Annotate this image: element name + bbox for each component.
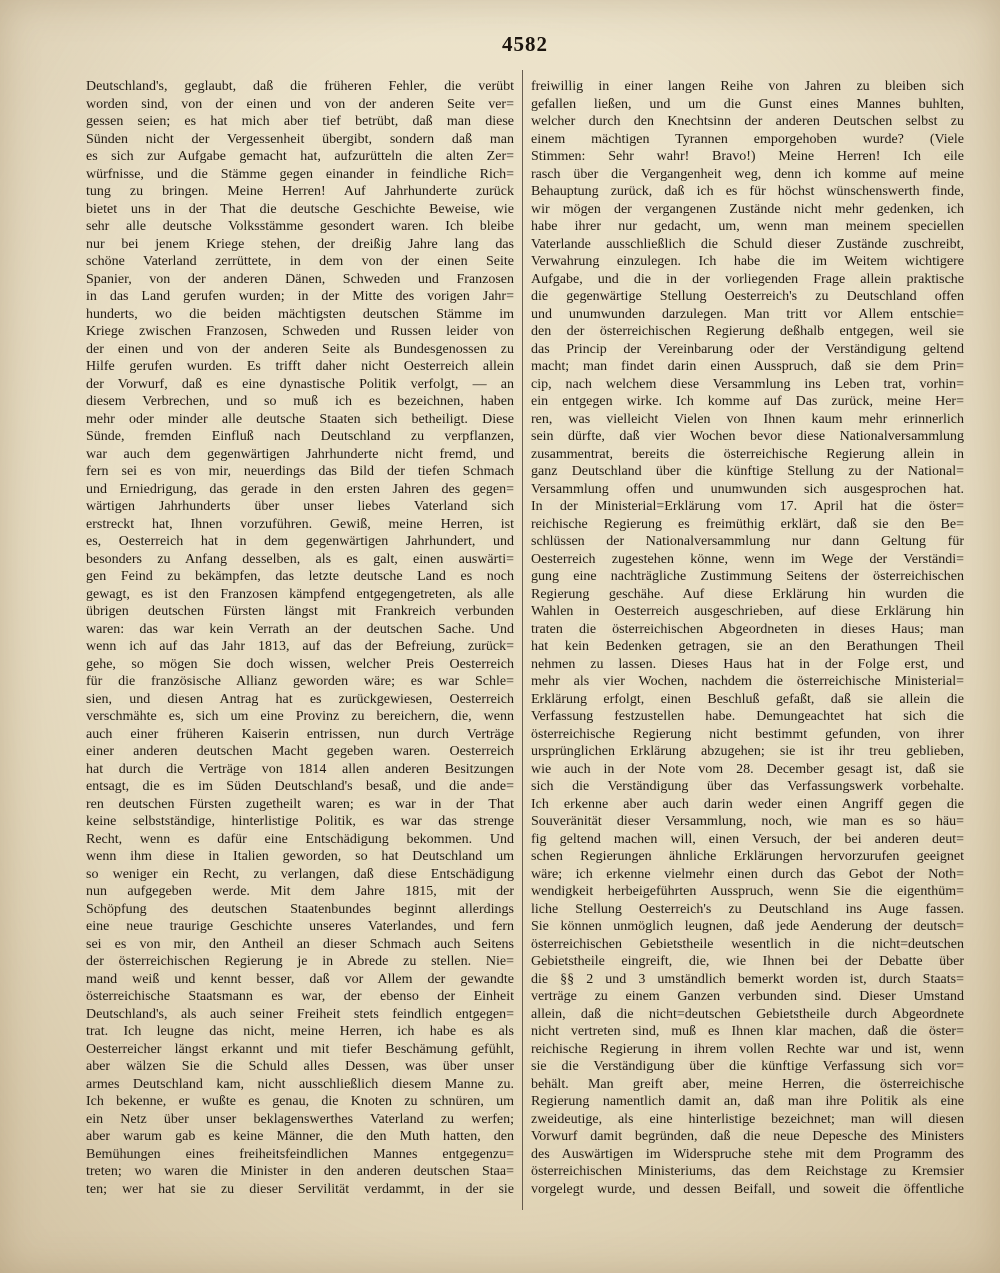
text-line: trat. Ich leugne das nicht, meine Herren, ich habe es als [86,1024,514,1039]
text-line: entsagt, die es im Süden Deutschland's besaß, und die ande= [86,779,514,794]
text-line: bietet uns in der That die deutsche Geschichte Beweise, wie [86,201,514,217]
right-column [531,78,964,1203]
text-line: fern sei es von mir, neuerdings das Bild der tiefen Schmach [86,464,514,479]
text-line: gung eine nachträgliche Zustimmung Seitens der österreichischen [531,569,964,584]
text-line: welcher durch den Knechtsinn der anderen Deutschen selbst zu [531,114,964,129]
text-line: die gegenwärtige Stellung Oesterreich's zu Deutschland offen [531,289,964,304]
text-line: sien, und diesen Antrag hat es zurückgewiesen, Oesterreich [86,691,514,707]
text-line: gehe, so mögen Sie doch wissen, welcher Preis Oesterreich [86,656,514,672]
text-line: würfnisse, und die Stämme gegen einander in feindliche Rich= [86,166,514,182]
text-line: die §§ 2 und 3 umständlich bemerkt worden ist, durch Staats= [531,971,964,987]
text-line: hunderts, wo die beiden mächtigsten deutschen Stämme im [86,306,514,322]
text-line: Verwahrung einzulegen. Ich habe die im Weitem wichtigere [531,254,964,269]
column-divider [522,70,523,1210]
text-line: verträge zu einem Ganzen verbunden sind. Dieser Umstand [531,989,964,1004]
text-line: gefallen ließen, und um die Gunst eines Mannes buhlten, [531,96,964,112]
text-line: der Vorwurf, daß es eine dynastische Politik verfolgt, — an [86,376,514,392]
text-line: gessen seien; es hat mich aber tief betrübt, daß man diese [86,114,514,129]
text-line: das Princip der Vereinbarung oder der Verständigung geltend [531,341,964,357]
text-line: Wahlen in Oesterreich ausgeschrieben, auf diese Erklärung hin [531,604,964,619]
text-line: und Erniedrigung, das gerade in den ersten Jahren des gegen= [86,481,514,497]
text-line: wir mögen der vergangenen Zustände nicht mehr gedenken, ich [531,201,964,217]
text-line: des Auswärtigen im Widerspruche stehe mit dem Programm des [531,1146,964,1162]
text-line: Aufgabe, und die in der vorliegenden Frage allein praktische [531,271,964,287]
text-line: verschmähte es, sich um eine Provinz zu bereichern, die, wenn [86,709,514,724]
text-line: Souveränität dieser Versammlung, noch, wie man es so häu= [531,814,964,829]
text-line: treten; wo waren die Minister in den anderen deutschen Staa= [86,1164,514,1179]
text-line: Sünden nicht der Vergessenheit übergibt, sondern daß man [86,131,514,147]
text-line: habe ihrer nur gedacht, um, wenn man meinem speciellen [531,219,964,234]
text-line: cip, nach welchem diese Versammlung ins Leben trat, vorhin= [531,376,964,392]
text-line: wendigkeit herbeigeführten Ausspruch, wenn Sie die eigenthüm= [531,884,964,899]
text-line: in das Land gerufen wurden; in der Mitte des vorigen Jahr= [86,289,514,304]
text-line: österreichischen Ministeriums, das dem Reichstage zu Kremsier [531,1164,964,1179]
page-number: 4582 [502,32,548,56]
text-line: freiwillig in einer langen Reihe von Jahren zu bleiben sich [531,79,964,94]
text-line: wie auch in der Note vom 28. December gesagt ist, daß sie [531,761,964,777]
text-line: macht; man findet darin einen Ausspruch, daß sie dem Prin= [531,359,964,374]
text-line: Versammlung offen und unumwunden sich ausgesprochen hat. [531,481,964,497]
text-line: gen Feind zu bekämpfen, das letzte deutsche Land es noch [86,569,514,584]
text-line: besonders zu Anfang desselben, als es galt, einen auswärti= [86,551,514,567]
text-line: zweideutige, als eine hinterlistige bezeichnet; man will diesen [531,1111,964,1127]
text-line: übrigen deutschen Fürsten längst mit Frankreich verbunden [86,604,514,619]
text-line: Hilfe gerufen wurden. Es trifft daher nicht Oesterreich allein [86,359,514,374]
text-line: sie die Verständigung über die künftige Verfassung sich vor= [531,1059,964,1074]
text-line: eine neue traurige Geschichte unseres Vaterlandes, und fern [86,919,514,934]
text-line: Ich erkenne aber auch darin weder einen Angriff gegen die [531,796,964,812]
text-line: der einen und von der anderen Seite als Bundesgenossen zu [86,341,514,357]
text-line: Regierung namentlich damit an, daß man ihre Politik als eine [531,1094,964,1109]
text-line: Vorwurf damit begründen, daß die neue Depesche des Ministers [531,1129,964,1144]
text-line: wenn ich auf das Jahr 1813, auf das der Befreiung, zurück= [86,639,514,654]
text-line: nehmen zu lassen. Dieses Haus hat in der Folge erst, und [531,656,964,672]
text-line: ein Netz über unser beklagenswerthes Vaterland zu werfen; [86,1111,514,1127]
text-line: keine selbstständige, hinterlistige Politik, es war das strenge [86,814,514,829]
text-line: und unumwunden darzulegen. Man tritt vor Allem entschie= [531,306,964,322]
text-line: hat durch die Verträge von 1814 allen anderen Besitzungen [86,761,514,777]
text-line: es sich zur Aufgabe gemacht hat, aufzurütteln die alten Zer= [86,149,514,164]
text-line: gewagt, es ist den Franzosen kämpfend entgegengetreten, als alle [86,586,514,602]
text-line: diesem Verbrechen, und so muß ich es bezeichnen, haben [86,394,514,409]
text-line: Vaterlande ausschließlich die Schuld dieser Zustände zuschreibt, [531,236,964,252]
text-line: nur bei jenem Kriege stehen, der dreißig Jahre lang das [86,236,514,252]
text-line: Sie können unmöglich leugnen, daß jede Aenderung der deutsch= [531,919,964,934]
text-line: österreichischen Gebietstheile wesentlich in die nicht=deutschen [531,936,964,952]
text-line: schöne Vaterland zerrüttete, in dem von der einen Seite [86,254,514,269]
text-line: Erklärung erfolgt, einen Beschluß gefaßt, daß sie allein die [531,691,964,707]
text-line: Deutschland's, geglaubt, daß die früheren Fehler, die verübt [86,79,514,94]
text-line: mehr als vier Wochen, nachdem die österreichische Ministerial= [531,674,964,689]
text-line: Behauptung zurück, daß ich es für höchst wünschenswerth finde, [531,184,964,199]
text-line: einer anderen deutschen Macht gegeben waren. Oesterreich [86,744,514,759]
text-line: hat kein Bedenken getragen, sie an den Berathungen Theil [531,639,964,654]
text-line: mand weiß und kennt besser, daß vor Allem der gewandte [86,971,514,987]
text-line: reichische Regierung in ihrem vollen Rechte war und ist, wenn [531,1041,964,1057]
text-line: sich die Verständigung über das Verfassungswerk vorbehalte. [531,779,964,794]
text-line: ren deutschen Fürsten zugetheilt waren; es war in der That [86,796,514,812]
text-line: der österreichischen Regierung je in Abrede zu stellen. Nie= [86,954,514,969]
text-line: traten die österreichischen Abgeordneten in dieses Haus; man [531,621,964,637]
text-line: den der österreichischen Regierung deßhalb entgegen, weil sie [531,324,964,339]
text-line: wärtigen Jahrhunderts über unser liebes Vaterland sich [86,499,514,514]
text-line: österreichische Staatsmann es war, der ebenso der Einheit [86,989,514,1004]
text-line: Oesterreicher längst erkannt und mit tiefer Beschämung gefühlt, [86,1041,514,1057]
text-line: Deutschland's, als auch seiner Freiheit stets feindlich entgegen= [86,1006,514,1022]
text-line: so weniger ein Recht, zu verlangen, daß diese Entschädigung [86,866,514,882]
text-line: liche Stellung Oesterreich's zu Deutschland ins Auge fassen. [531,901,964,917]
text-line: allein, daß die nicht=deutschen Gebietstheile durch Abgeordnete [531,1006,964,1022]
text-line: rasch über die Vergangenheit weg, denn ich komme auf meine [531,166,964,182]
text-line: worden sind, von der einen und von der anderen Seite ver= [86,96,514,112]
text-line: Bemühungen eines freiheitsfeindlichen Mannes entgegenzu= [86,1146,514,1162]
text-line: für die französische Allianz geworden wäre; es war Schle= [86,674,514,689]
text-line: Gebietstheile eingreift, die, wie Ihnen bei der Debatte über [531,954,964,969]
text-line: einem mächtigen Tyrannen emporgehoben wurde? (Viele [531,131,964,147]
text-line: schen Regierungen ähnliche Erklärungen hervorzurufen geeignet [531,849,964,864]
text-line: zusammentrat, bereits die österreichische Regierung allein in [531,446,964,462]
text-line: es, Oesterreich hat in dem gegenwärtigen Jahrhundert, und [86,534,514,549]
text-line: waren: das war kein Verrath an der deutschen Sache. Und [86,621,514,637]
text-line: Stimmen: Sehr wahr! Bravo!) Meine Herren! Ich eile [531,149,964,164]
text-line: wenn ihm diese in Italien geworden, so hat Deutschland um [86,849,514,864]
text-line: reichische Regierung es freimüthig erklärt, daß sie den Be= [531,516,964,532]
text-line: mehr oder minder alle deutsche Staaten sich betheiligt. Diese [86,411,514,427]
text-line: In der Ministerial=Erklärung vom 17. April hat die öster= [531,499,964,514]
text-line: war auch dem gegenwärtigen Jahrhunderte nicht fremd, und [86,446,514,462]
text-line: Regierung geschähe. Auf diese Erklärung hin wurden die [531,586,964,602]
text-line: auch einer früheren Kaiserin entrissen, nun durch Verträge [86,726,514,742]
text-line: österreichische Regierung nicht bestimmt gefunden, von ihrer [531,726,964,742]
text-line: wäre; ich erkenne vielmehr einen durch das Gebot der Noth= [531,866,964,882]
text-line: Sünde, fremden Einfluß nach Deutschland zu verpflanzen, [86,429,514,444]
text-line: aber wälzen Sie die Schuld alles Dessen, was über unser [86,1059,514,1074]
text-line: ein entgegen wirke. Ich komme auf Das zurück, meine Her= [531,394,964,409]
text-line: ten; wer hat sie zu dieser Servilität verdammt, in der sie [86,1181,514,1197]
left-column [86,78,514,1203]
text-line: Ich bekenne, er wußte es genau, die Knoten zu schnüren, um [86,1094,514,1109]
text-line: Schöpfung des deutschen Staatenbundes beginnt allerdings [86,901,514,917]
text-line: Spanier, von der anderen Dänen, Schweden und Franzosen [86,271,514,287]
text-line: sein dürfte, daß vier Wochen bevor diese Nationalversammlung [531,429,964,444]
text-line: Recht, wenn es dafür eine Entschädigung bekommen. Und [86,831,514,847]
text-line: Kriege zwischen Franzosen, Schweden und Russen leider von [86,324,514,339]
text-line: tung zu bringen. Meine Herren! Auf Jahrhunderte zurück [86,184,514,199]
text-line: ren, was vielleicht Vielen von Ihnen kaum mehr erinnerlich [531,411,964,427]
text-line: nicht vertreten sind, muß es Ihnen klar machen, daß die öster= [531,1024,964,1039]
text-line: sehr alle deutsche Volksstämme gesondert waren. Ich bleibe [86,219,514,234]
text-line: sei es von mir, den Antheil an dieser Schmach auch Seitens [86,936,514,952]
text-line: armes Deutschland kam, nicht ausschließlich diesem Manne zu. [86,1076,514,1092]
text-line: ganz Deutschland über die künftige Stellung zu der National= [531,464,964,479]
text-line: fig geltend machen will, einen Versuch, der bei anderen deut= [531,831,964,847]
text-line: schlüssen der Nationalversammlung nur dann Geltung für [531,534,964,549]
text-line: aber warum gab es keine Männer, die den Muth hatten, den [86,1129,514,1144]
text-line: behält. Man greift aber, meine Herren, die österreichische [531,1076,964,1092]
text-line: Verfassung festzustellen habe. Demungeachtet hat sich die [531,709,964,724]
text-line: vorgelegt wurde, und dessen Beifall, und soweit die öffentliche [531,1181,964,1197]
text-line: erstreckt hat, Ihnen vorzuführen. Gewiß, meine Herren, ist [86,516,514,532]
text-line: ursprünglichen Erklärung abzugehen; sie ist ihr treu geblieben, [531,744,964,759]
text-line: nun aufgegeben werde. Mit dem Jahre 1815, mit der [86,884,514,899]
text-line: Oesterreich zugestehen könne, wenn im Wege der Verständi= [531,551,964,567]
